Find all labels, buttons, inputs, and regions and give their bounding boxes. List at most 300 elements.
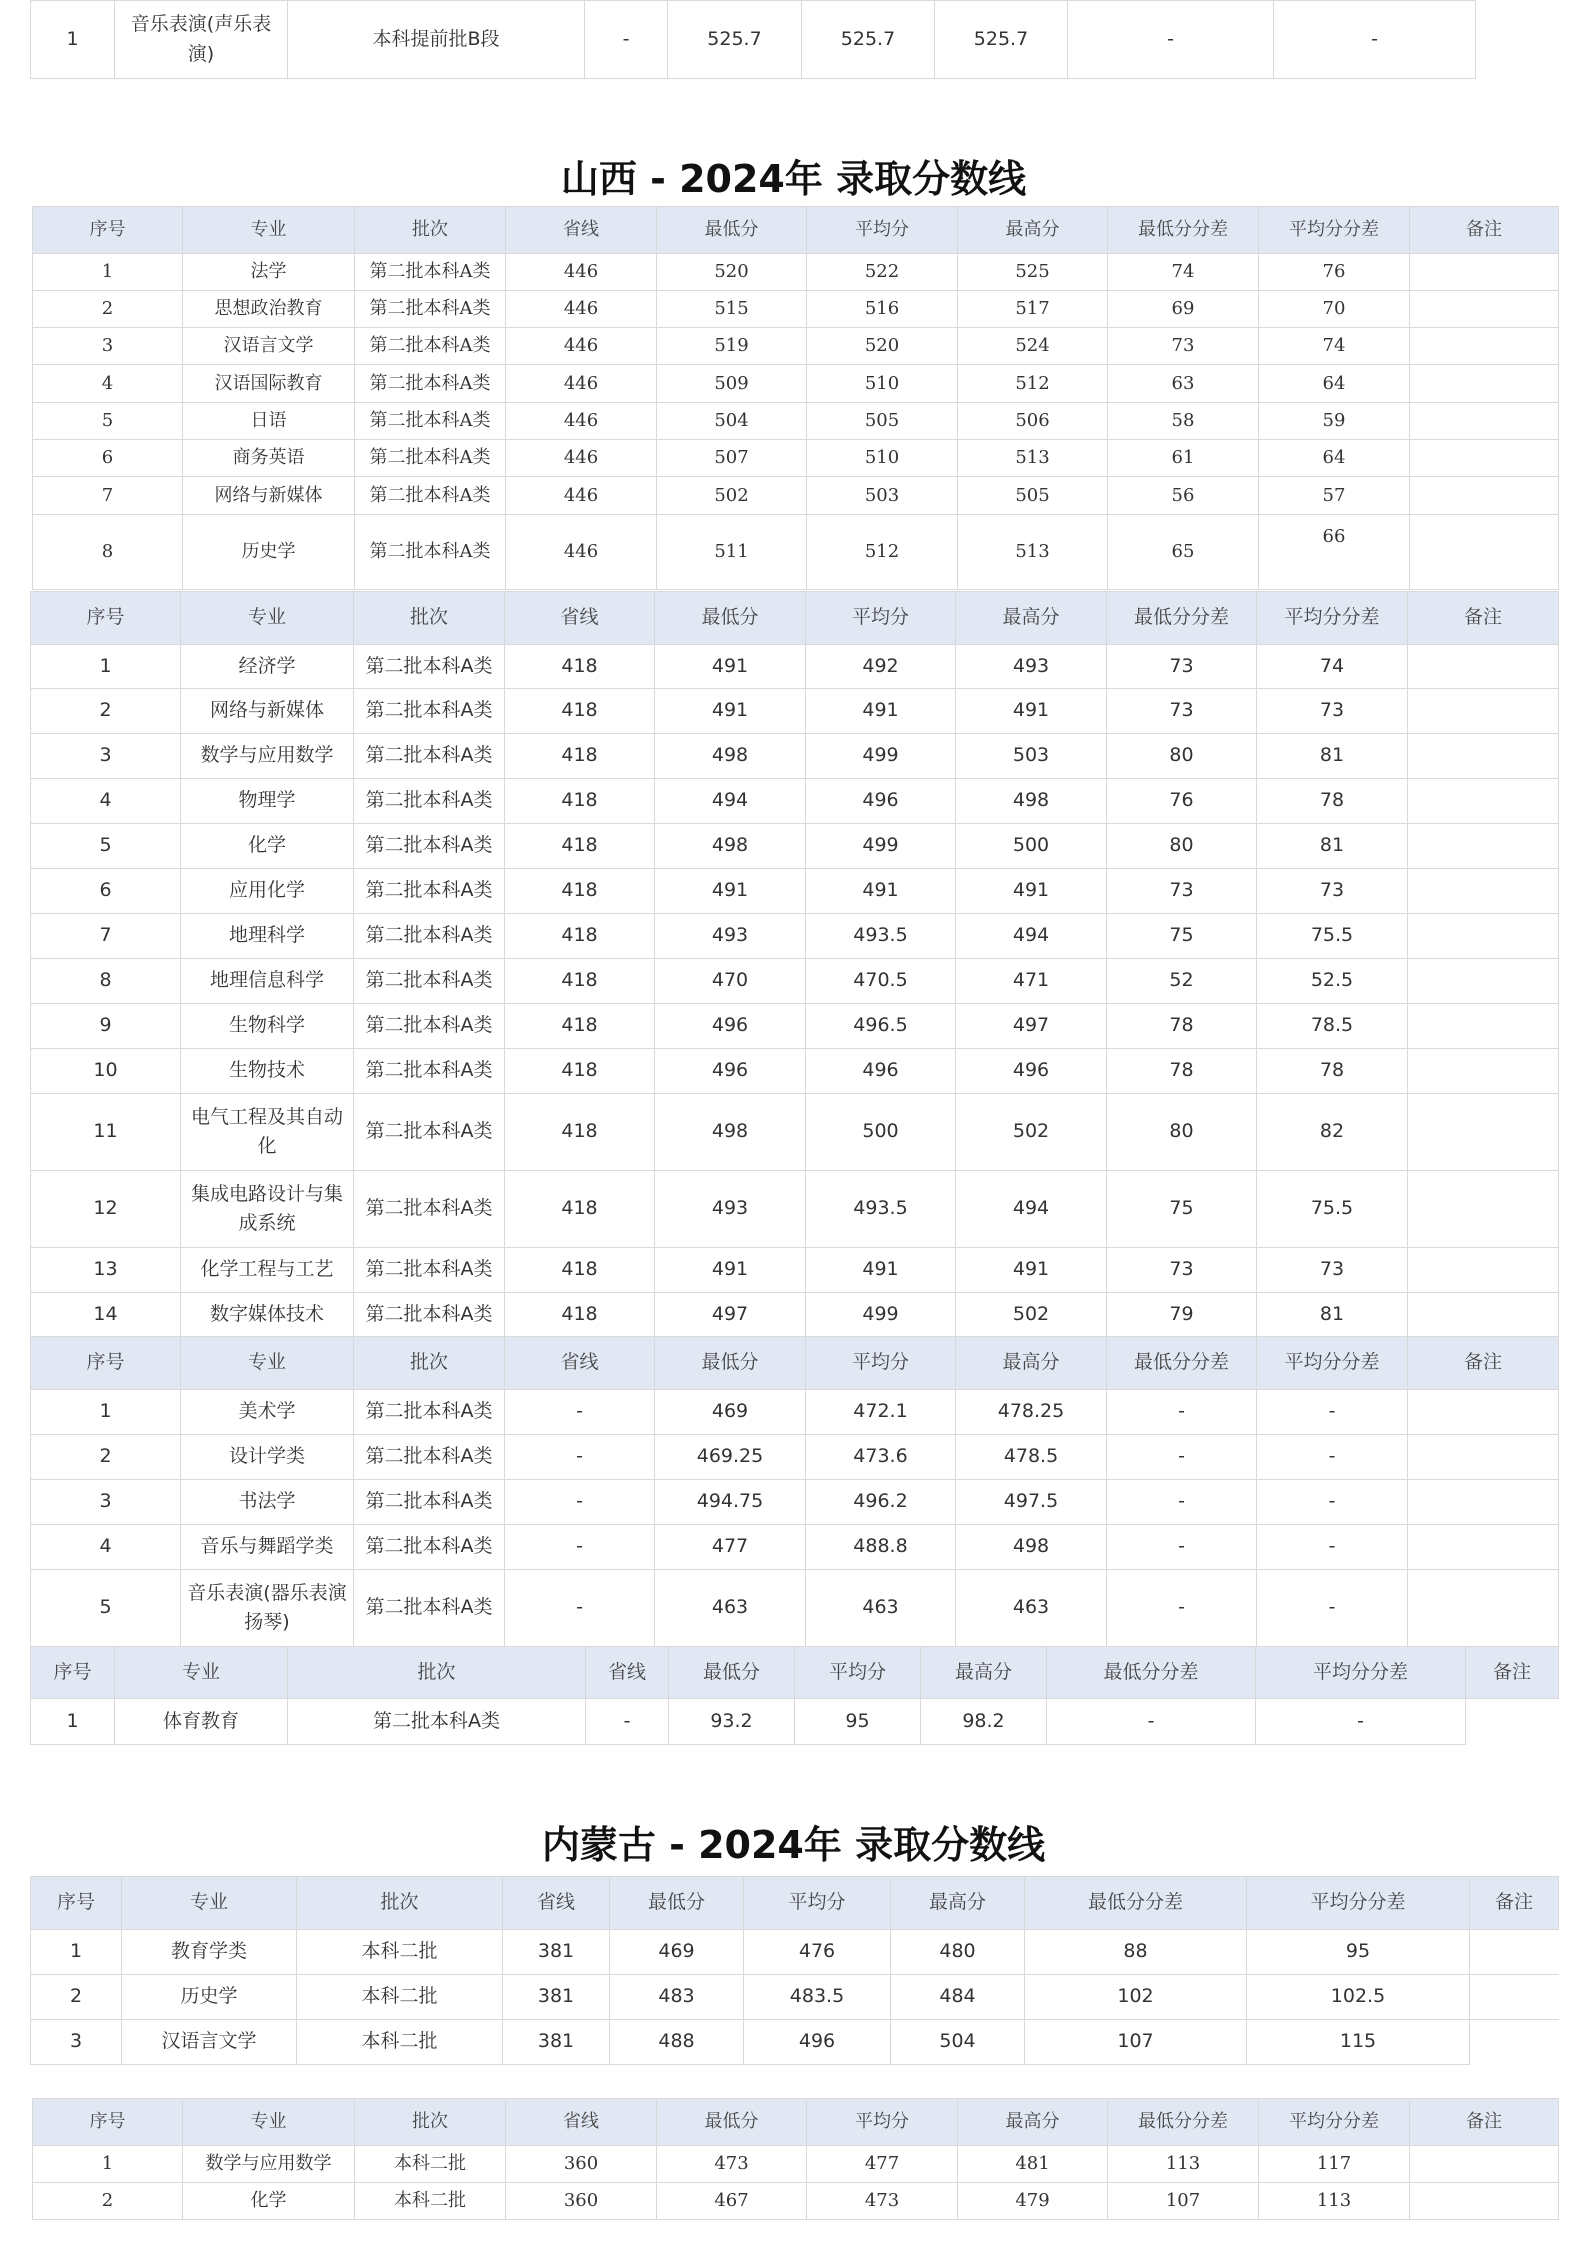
cell-avg-score: 492 bbox=[806, 645, 956, 689]
cell-index: 2 bbox=[31, 1435, 181, 1480]
cell-province-line: - bbox=[505, 1435, 655, 1480]
cell-province-line: 418 bbox=[505, 779, 655, 824]
cell-avg-diff: 117 bbox=[1259, 2146, 1410, 2183]
cell-max-score: 497.5 bbox=[956, 1480, 1107, 1525]
header-batch: 批次 bbox=[355, 2099, 506, 2146]
cell-index: 8 bbox=[31, 959, 181, 1004]
cell-max-score: 491 bbox=[956, 869, 1107, 914]
table-row bbox=[31, 1480, 1559, 1525]
cell-min-score: 467 bbox=[657, 2183, 807, 2220]
header-max-score: 最高分 bbox=[956, 592, 1107, 645]
cell-avg-diff: 95 bbox=[1247, 1930, 1470, 1975]
table-row bbox=[31, 1390, 1559, 1435]
cell-min-score: 463 bbox=[655, 1570, 806, 1647]
cell-major: 历史学 bbox=[183, 515, 355, 590]
cell-major: 体育教育 bbox=[115, 1699, 288, 1745]
cell-max-score: 512 bbox=[958, 365, 1108, 403]
cell-min-diff: 61 bbox=[1108, 440, 1259, 477]
cell-min-score: 497 bbox=[655, 1293, 806, 1338]
header-batch: 批次 bbox=[354, 592, 505, 645]
cell-index: 5 bbox=[31, 824, 181, 869]
cell-province-line: 418 bbox=[505, 734, 655, 779]
table-row bbox=[31, 2020, 1559, 2065]
cell-max-score: 98.2 bbox=[921, 1699, 1047, 1745]
cell-min-score: 477 bbox=[655, 1525, 806, 1570]
cell-province-line: 418 bbox=[505, 1094, 655, 1171]
header-min-score: 最低分 bbox=[655, 1337, 806, 1390]
cell-major: 美术学 bbox=[181, 1390, 354, 1435]
cell-max-score: 498 bbox=[956, 1525, 1107, 1570]
table-row bbox=[31, 1094, 1559, 1171]
header-index: 序号 bbox=[31, 592, 181, 645]
cell-min-score: 493 bbox=[655, 914, 806, 959]
cell-min-diff: 65 bbox=[1108, 515, 1259, 590]
cell-remark bbox=[1410, 2183, 1559, 2220]
cell-max-score: 502 bbox=[956, 1094, 1107, 1171]
cell-remark bbox=[1408, 1480, 1559, 1525]
cell-province-line: 418 bbox=[505, 959, 655, 1004]
cell-batch: 第二批本科A类 bbox=[355, 515, 506, 590]
table-row bbox=[33, 2183, 1559, 2220]
cell-min-score: 494 bbox=[655, 779, 806, 824]
cell-remark bbox=[1470, 2020, 1559, 2065]
cell-province-line: 418 bbox=[505, 1293, 655, 1338]
cell-province-line: 446 bbox=[506, 515, 657, 590]
cell-major: 汉语言文学 bbox=[183, 328, 355, 365]
cell-avg-score: 473.6 bbox=[806, 1435, 956, 1480]
cell-min-score: 520 bbox=[657, 254, 807, 291]
cell-province-line: 418 bbox=[505, 869, 655, 914]
cell-index: 7 bbox=[31, 914, 181, 959]
cell-batch: 第二批本科A类 bbox=[355, 477, 506, 515]
cell-max-score: 497 bbox=[956, 1004, 1107, 1049]
cell-batch: 第二批本科A类 bbox=[354, 869, 505, 914]
cell-province-line: - bbox=[505, 1525, 655, 1570]
cell-remark bbox=[1408, 1293, 1559, 1338]
cell-remark bbox=[1410, 365, 1559, 403]
header-min-score: 最低分 bbox=[657, 2099, 807, 2146]
cell-batch: 第二批本科A类 bbox=[354, 824, 505, 869]
neimenggu-table-2 bbox=[32, 2098, 1559, 2220]
cell-min-diff: 80 bbox=[1107, 734, 1257, 779]
cell-batch: 本科提前批B段 bbox=[288, 1, 585, 79]
cell-province-line: 360 bbox=[506, 2183, 657, 2220]
cell-major: 化学工程与工艺 bbox=[181, 1248, 354, 1293]
cell-avg-diff: 59 bbox=[1259, 403, 1410, 440]
cell-avg-score: 499 bbox=[806, 1293, 956, 1338]
cell-index: 1 bbox=[31, 645, 181, 689]
table-row bbox=[31, 645, 1559, 689]
table-row bbox=[33, 365, 1559, 403]
cell-province-line: 446 bbox=[506, 440, 657, 477]
cell-remark bbox=[1410, 291, 1559, 328]
cell-min-score: 507 bbox=[657, 440, 807, 477]
cell-major: 经济学 bbox=[181, 645, 354, 689]
table-header-row bbox=[31, 1337, 1559, 1390]
neimenggu-table-2-body bbox=[33, 2146, 1559, 2220]
cell-min-diff: - bbox=[1047, 1699, 1256, 1745]
cell-index: 4 bbox=[33, 365, 183, 403]
cell-avg-diff: 74 bbox=[1257, 645, 1408, 689]
table-row bbox=[31, 1004, 1559, 1049]
cell-min-diff: 80 bbox=[1107, 824, 1257, 869]
shanxi-table-3-body bbox=[31, 1390, 1559, 1647]
cell-min-score: 515 bbox=[657, 291, 807, 328]
prev-table bbox=[30, 0, 1476, 79]
shanxi-table-2 bbox=[30, 591, 1559, 1338]
cell-avg-diff: - bbox=[1257, 1570, 1408, 1647]
cell-major: 电气工程及其自动化 bbox=[181, 1094, 354, 1171]
cell-min-diff: 69 bbox=[1108, 291, 1259, 328]
cell-min-score: 493 bbox=[655, 1171, 806, 1248]
cell-batch: 第二批本科A类 bbox=[354, 1049, 505, 1094]
cell-major: 化学 bbox=[181, 824, 354, 869]
cell-province-line: - bbox=[505, 1480, 655, 1525]
cell-max-score: 503 bbox=[956, 734, 1107, 779]
header-major: 专业 bbox=[181, 1337, 354, 1390]
cell-min-diff: 73 bbox=[1107, 645, 1257, 689]
cell-index: 5 bbox=[31, 1570, 181, 1647]
table-row bbox=[31, 1930, 1559, 1975]
table-row bbox=[31, 734, 1559, 779]
shanxi-table-1 bbox=[32, 206, 1559, 590]
cell-avg-diff: - bbox=[1257, 1525, 1408, 1570]
table-row bbox=[31, 1435, 1559, 1480]
cell-avg-score: 522 bbox=[807, 254, 958, 291]
header-remark: 备注 bbox=[1470, 1877, 1559, 1930]
cell-index: 4 bbox=[31, 1525, 181, 1570]
cell-major: 网络与新媒体 bbox=[181, 689, 354, 734]
cell-min-diff: - bbox=[1107, 1570, 1257, 1647]
cell-avg-score: 516 bbox=[807, 291, 958, 328]
table-row bbox=[33, 403, 1559, 440]
header-avg-score: 平均分 bbox=[806, 592, 956, 645]
cell-min-score: 519 bbox=[657, 328, 807, 365]
cell-min-score: 502 bbox=[657, 477, 807, 515]
cell-max-score: 471 bbox=[956, 959, 1107, 1004]
cell-batch: 本科二批 bbox=[355, 2183, 506, 2220]
header-batch: 批次 bbox=[297, 1877, 503, 1930]
cell-max-score: 504 bbox=[891, 2020, 1025, 2065]
cell-major: 法学 bbox=[183, 254, 355, 291]
cell-index: 1 bbox=[31, 1, 115, 79]
cell-major: 历史学 bbox=[122, 1975, 297, 2020]
cell-remark bbox=[1408, 734, 1559, 779]
cell-max-score: 524 bbox=[958, 328, 1108, 365]
cell-remark bbox=[1408, 914, 1559, 959]
table-row bbox=[33, 328, 1559, 365]
cell-avg-score: 505 bbox=[807, 403, 958, 440]
cell-avg-diff: 81 bbox=[1257, 1293, 1408, 1338]
cell-province-line: 381 bbox=[503, 2020, 610, 2065]
cell-index: 1 bbox=[31, 1390, 181, 1435]
header-province-line: 省线 bbox=[506, 2099, 657, 2146]
header-major: 专业 bbox=[183, 207, 355, 254]
table-row bbox=[31, 914, 1559, 959]
cell-major: 数学与应用数学 bbox=[181, 734, 354, 779]
header-remark: 备注 bbox=[1408, 1337, 1559, 1390]
cell-avg-diff: 78.5 bbox=[1257, 1004, 1408, 1049]
header-max-score: 最高分 bbox=[958, 2099, 1108, 2146]
cell-min-diff: 88 bbox=[1025, 1930, 1247, 1975]
cell-index: 3 bbox=[31, 734, 181, 779]
cell-major: 应用化学 bbox=[181, 869, 354, 914]
header-index: 序号 bbox=[31, 1647, 115, 1699]
cell-batch: 第二批本科A类 bbox=[354, 734, 505, 779]
cell-batch: 第二批本科A类 bbox=[354, 689, 505, 734]
cell-index: 6 bbox=[33, 440, 183, 477]
cell-min-score: 469 bbox=[610, 1930, 744, 1975]
cell-province-line: 418 bbox=[505, 645, 655, 689]
cell-batch: 本科二批 bbox=[297, 2020, 503, 2065]
cell-index: 9 bbox=[31, 1004, 181, 1049]
cell-batch: 本科二批 bbox=[297, 1975, 503, 2020]
cell-index: 2 bbox=[31, 1975, 122, 2020]
cell-avg-diff: 81 bbox=[1257, 824, 1408, 869]
cell-remark bbox=[1410, 515, 1559, 590]
cell-avg-score: 510 bbox=[807, 365, 958, 403]
cell-major: 设计学类 bbox=[181, 1435, 354, 1480]
cell-min-diff: - bbox=[1107, 1390, 1257, 1435]
cell-max-score: 491 bbox=[956, 689, 1107, 734]
neimenggu-table-1-body bbox=[31, 1930, 1559, 2065]
cell-avg-diff: 102.5 bbox=[1247, 1975, 1470, 2020]
table-row bbox=[31, 1699, 1559, 1745]
cell-min-score: 469 bbox=[655, 1390, 806, 1435]
cell-min-diff: 102 bbox=[1025, 1975, 1247, 2020]
header-major: 专业 bbox=[122, 1877, 297, 1930]
cell-major: 物理学 bbox=[181, 779, 354, 824]
cell-avg-diff: 113 bbox=[1259, 2183, 1410, 2220]
table-row bbox=[31, 1570, 1559, 1647]
cell-avg-score: 472.1 bbox=[806, 1390, 956, 1435]
cell-batch: 第二批本科A类 bbox=[354, 914, 505, 959]
cell-batch: 第二批本科A类 bbox=[354, 1570, 505, 1647]
cell-index: 7 bbox=[33, 477, 183, 515]
cell-province-line: 446 bbox=[506, 477, 657, 515]
cell-max-score: 493 bbox=[956, 645, 1107, 689]
cell-batch: 第二批本科A类 bbox=[354, 1004, 505, 1049]
cell-province-line: 418 bbox=[505, 1049, 655, 1094]
table-row bbox=[33, 440, 1559, 477]
cell-index: 1 bbox=[31, 1930, 122, 1975]
cell-batch: 第二批本科A类 bbox=[354, 1248, 505, 1293]
header-index: 序号 bbox=[31, 1337, 181, 1390]
header-province-line: 省线 bbox=[505, 1337, 655, 1390]
cell-batch: 第二批本科A类 bbox=[354, 1293, 505, 1338]
cell-province-line: 418 bbox=[505, 1004, 655, 1049]
cell-blank bbox=[1466, 1699, 1559, 1745]
cell-batch: 第二批本科A类 bbox=[354, 1171, 505, 1248]
cell-avg-diff: 81 bbox=[1257, 734, 1408, 779]
cell-avg-score: 510 bbox=[807, 440, 958, 477]
cell-major: 教育学类 bbox=[122, 1930, 297, 1975]
cell-remark bbox=[1408, 1248, 1559, 1293]
cell-min-diff: 107 bbox=[1108, 2183, 1259, 2220]
cell-min-diff: 63 bbox=[1108, 365, 1259, 403]
header-avg-diff: 平均分分差 bbox=[1257, 592, 1408, 645]
cell-min-score: 491 bbox=[655, 869, 806, 914]
cell-max-score: 484 bbox=[891, 1975, 1025, 2020]
cell-remark bbox=[1408, 1570, 1559, 1647]
cell-batch: 第二批本科A类 bbox=[355, 291, 506, 328]
cell-major: 音乐表演(声乐表演) bbox=[115, 1, 288, 79]
cell-min-diff: 78 bbox=[1107, 1049, 1257, 1094]
cell-remark bbox=[1410, 403, 1559, 440]
cell-avg-score: 476 bbox=[744, 1930, 891, 1975]
header-min-diff: 最低分分差 bbox=[1107, 592, 1257, 645]
cell-min-diff: 74 bbox=[1108, 254, 1259, 291]
cell-province-line: 360 bbox=[506, 2146, 657, 2183]
cell-major: 地理科学 bbox=[181, 914, 354, 959]
header-major: 专业 bbox=[181, 592, 354, 645]
header-min-score: 最低分 bbox=[610, 1877, 744, 1930]
cell-avg-diff: 82 bbox=[1257, 1094, 1408, 1171]
cell-index: 1 bbox=[33, 2146, 183, 2183]
cell-major: 日语 bbox=[183, 403, 355, 440]
cell-province-line: 446 bbox=[506, 254, 657, 291]
cell-avg-diff: 52.5 bbox=[1257, 959, 1408, 1004]
cell-major: 数字媒体技术 bbox=[181, 1293, 354, 1338]
cell-remark bbox=[1408, 1390, 1559, 1435]
cell-province-line: 446 bbox=[506, 403, 657, 440]
cell-major: 汉语国际教育 bbox=[183, 365, 355, 403]
cell-avg-score: 483.5 bbox=[744, 1975, 891, 2020]
cell-min-score: 470 bbox=[655, 959, 806, 1004]
table-header-row bbox=[31, 1647, 1559, 1699]
table-row bbox=[33, 291, 1559, 328]
table-row bbox=[31, 1293, 1559, 1338]
cell-min-diff: 80 bbox=[1107, 1094, 1257, 1171]
neimenggu-title: 内蒙古 - 2024年 录取分数线 bbox=[541, 1823, 1046, 1867]
cell-avg-diff: 78 bbox=[1257, 779, 1408, 824]
header-remark: 备注 bbox=[1466, 1647, 1559, 1699]
cell-avg-diff: - bbox=[1257, 1435, 1408, 1480]
cell-remark bbox=[1410, 2146, 1559, 2183]
cell-avg-score: 491 bbox=[806, 1248, 956, 1293]
cell-batch: 第二批本科A类 bbox=[288, 1699, 586, 1745]
cell-major: 集成电路设计与集成系统 bbox=[181, 1171, 354, 1248]
table-header-row bbox=[31, 592, 1559, 645]
cell-province-line: 418 bbox=[505, 689, 655, 734]
cell-province-line: 418 bbox=[505, 914, 655, 959]
cell-avg-score: 496.2 bbox=[806, 1480, 956, 1525]
shanxi-table-4-body bbox=[31, 1699, 1559, 1745]
cell-avg-score: 491 bbox=[806, 689, 956, 734]
cell-index: 1 bbox=[33, 254, 183, 291]
table-row bbox=[33, 477, 1559, 515]
header-min-diff: 最低分分差 bbox=[1108, 2099, 1259, 2146]
cell-major: 数学与应用数学 bbox=[183, 2146, 355, 2183]
cell-index: 3 bbox=[31, 1480, 181, 1525]
header-max-score: 最高分 bbox=[956, 1337, 1107, 1390]
table-row bbox=[31, 689, 1559, 734]
table-header-row bbox=[33, 207, 1559, 254]
cell-min-diff: - bbox=[1107, 1435, 1257, 1480]
cell-major: 思想政治教育 bbox=[183, 291, 355, 328]
cell-batch: 第二批本科A类 bbox=[354, 779, 505, 824]
cell-province-line: - bbox=[585, 1, 668, 79]
cell-index: 11 bbox=[31, 1094, 181, 1171]
cell-avg-score: 512 bbox=[807, 515, 958, 590]
header-index: 序号 bbox=[31, 1877, 122, 1930]
header-avg-score: 平均分 bbox=[795, 1647, 921, 1699]
cell-avg-diff: - bbox=[1257, 1480, 1408, 1525]
cell-avg-score: 470.5 bbox=[806, 959, 956, 1004]
cell-remark bbox=[1410, 328, 1559, 365]
table-row bbox=[31, 1248, 1559, 1293]
table-row bbox=[31, 1525, 1559, 1570]
cell-major: 网络与新媒体 bbox=[183, 477, 355, 515]
cell-index: 2 bbox=[31, 689, 181, 734]
cell-max-score: 498 bbox=[956, 779, 1107, 824]
cell-batch: 第二批本科A类 bbox=[354, 1390, 505, 1435]
table-header-row bbox=[31, 1877, 1559, 1930]
cell-batch: 本科二批 bbox=[297, 1930, 503, 1975]
cell-avg-diff: 115 bbox=[1247, 2020, 1470, 2065]
cell-avg-diff: 76 bbox=[1259, 254, 1410, 291]
header-avg-diff: 平均分分差 bbox=[1257, 1337, 1408, 1390]
cell-min-diff: 73 bbox=[1108, 328, 1259, 365]
cell-avg-diff: 78 bbox=[1257, 1049, 1408, 1094]
cell-batch: 第二批本科A类 bbox=[354, 1094, 505, 1171]
cell-batch: 第二批本科A类 bbox=[355, 328, 506, 365]
cell-min-diff: - bbox=[1068, 1, 1274, 79]
cell-remark bbox=[1408, 689, 1559, 734]
cell-avg-score: 496 bbox=[744, 2020, 891, 2065]
table-header-row bbox=[33, 2099, 1559, 2146]
cell-max-score: 502 bbox=[956, 1293, 1107, 1338]
cell-max-score: 478.5 bbox=[956, 1435, 1107, 1480]
header-min-score: 最低分 bbox=[655, 592, 806, 645]
cell-remark bbox=[1470, 1975, 1559, 2020]
cell-avg-score: 473 bbox=[807, 2183, 958, 2220]
header-avg-score: 平均分 bbox=[806, 1337, 956, 1390]
cell-min-diff: 113 bbox=[1108, 2146, 1259, 2183]
cell-avg-diff: - bbox=[1257, 1390, 1408, 1435]
cell-major: 生物技术 bbox=[181, 1049, 354, 1094]
cell-avg-diff: 73 bbox=[1257, 689, 1408, 734]
cell-batch: 第二批本科A类 bbox=[354, 1480, 505, 1525]
cell-province-line: - bbox=[505, 1390, 655, 1435]
cell-avg-score: 496 bbox=[806, 1049, 956, 1094]
header-max-score: 最高分 bbox=[891, 1877, 1025, 1930]
header-max-score: 最高分 bbox=[958, 207, 1108, 254]
cell-max-score: 481 bbox=[958, 2146, 1108, 2183]
cell-min-diff: 73 bbox=[1107, 869, 1257, 914]
cell-batch: 第二批本科A类 bbox=[354, 1435, 505, 1480]
cell-batch: 本科二批 bbox=[355, 2146, 506, 2183]
cell-index: 5 bbox=[33, 403, 183, 440]
cell-min-diff: 75 bbox=[1107, 1171, 1257, 1248]
cell-index: 2 bbox=[33, 2183, 183, 2220]
header-max-score: 最高分 bbox=[921, 1647, 1047, 1699]
cell-min-diff: 73 bbox=[1107, 689, 1257, 734]
table-row bbox=[31, 824, 1559, 869]
cell-batch: 第二批本科A类 bbox=[355, 365, 506, 403]
cell-min-diff: 78 bbox=[1107, 1004, 1257, 1049]
cell-avg-score: 499 bbox=[806, 824, 956, 869]
cell-major: 书法学 bbox=[181, 1480, 354, 1525]
cell-max-score: 525 bbox=[958, 254, 1108, 291]
table-row bbox=[33, 2146, 1559, 2183]
cell-remark bbox=[1408, 779, 1559, 824]
cell-max-score: 513 bbox=[958, 515, 1108, 590]
cell-max-score: 525.7 bbox=[935, 1, 1068, 79]
cell-avg-diff: 74 bbox=[1259, 328, 1410, 365]
cell-max-score: 513 bbox=[958, 440, 1108, 477]
cell-index: 2 bbox=[33, 291, 183, 328]
